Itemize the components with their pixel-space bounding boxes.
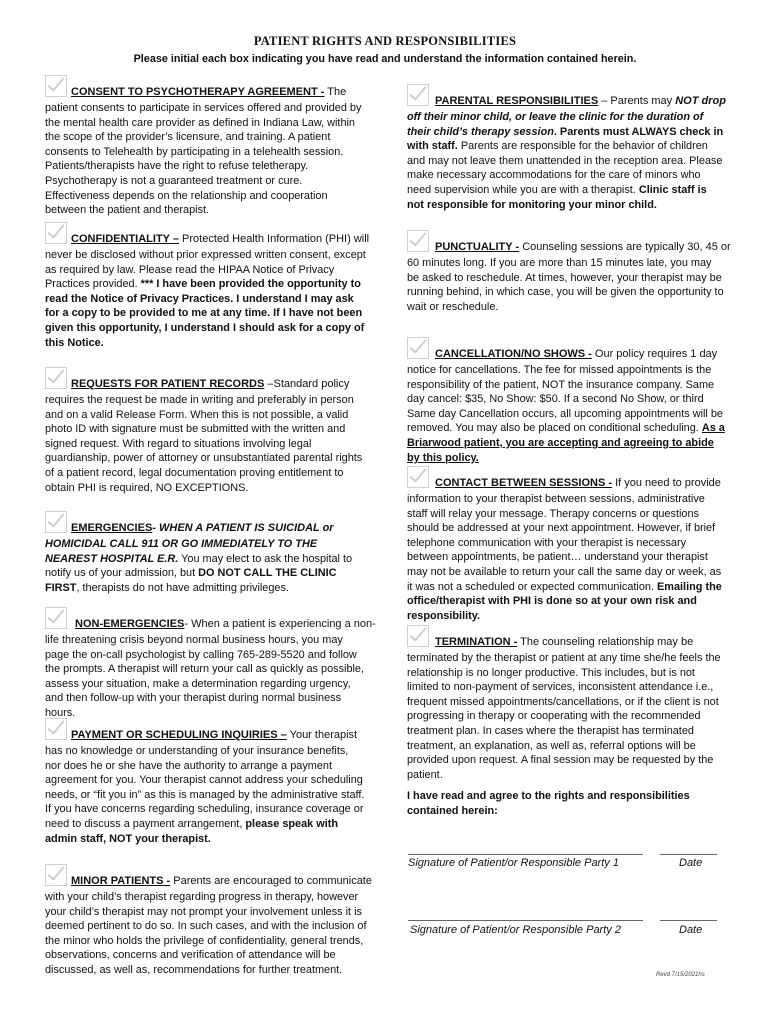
- section-cancellation: [407, 339, 725, 465]
- form-title: PATIENT RIGHTS AND RESPONSIBILITIES: [253, 34, 517, 48]
- initial-checkbox-punctuality[interactable]: [407, 230, 429, 252]
- date-label-2: Date: [679, 924, 703, 936]
- initial-checkbox-nonemergencies[interactable]: [45, 607, 67, 629]
- cancellation-text: notice for cancellations. The fee for missed appointments is the responsibility of the patient, NOT the insurance company. Same day cancel: $35, No Show: $50. If a second No Show, or third Same day Cancellation occurs, all upcoming appointments will be removed. You may also be placed on conditional scheduling.: [407, 364, 723, 435]
- contact-body: [407, 492, 725, 623]
- section-requests: [45, 369, 367, 495]
- confidentiality-body: [45, 248, 367, 350]
- confidentiality-text: never be disclosed without prior expressed written consent, except as required by law. Please read the HIPAA Notice of Privacy Practices provided.: [45, 249, 366, 291]
- nonemergencies-heading: NON-EMERGENCIES: [75, 618, 185, 630]
- cancellation-body: [407, 363, 725, 465]
- initial-checkbox-cancellation[interactable]: [407, 337, 429, 359]
- payment-heading: PAYMENT OR SCHEDULING INQUIRIES –: [71, 729, 287, 741]
- initial-checkbox-contact[interactable]: [407, 466, 429, 488]
- minor-heading: MINOR PATIENTS -: [71, 875, 171, 887]
- parental-heading: PARENTAL RESPONSIBILITIES: [435, 95, 599, 107]
- parental-check-in: . Parents must ALWAYS check in with staff.: [407, 125, 724, 153]
- initial-checkbox-parental[interactable]: [407, 84, 429, 106]
- minor-lead: Parents are encouraged to communicate: [170, 875, 372, 887]
- payment-text: has no knowledge or understanding of your insurance benefits, nor does he or she have the authority to arrange a payment agreement for you. Your therapist cannot address your scheduling needs, or “fit you in” as this is managed by the administrative staff. If you have concerns regarding scheduling, insurance coverage or need to discuss a payment arrangement,: [45, 745, 365, 830]
- section-confidentiality: [45, 224, 370, 350]
- confidentiality-lead: Protected Health Information (PHI) will: [178, 233, 370, 245]
- signature-label-2: Signature of Patient/or Responsible Party 2: [410, 924, 621, 936]
- section-emergencies: [45, 513, 367, 595]
- parental-emph: off their minor child, or leave the clinic for the duration of their child’s therapy session: [407, 111, 704, 138]
- consent-body: patient consents to participate in services offered and provided by the mental health care provider as defined in Indiana Law, within the scope of the provider’s licensure, and training. A patient consents to Telehealth by participating in a telehealth session. Patients/therapists have the right to refuse teletherapy. Psychotherapy is not a guaranteed treatment or cure. Effectiveness depends on the relationship and cooperation between the patient and therapist.: [45, 102, 362, 217]
- minor-body: with your child’s therapist regarding progress in therapy, however your child’s therapist may not prompt your involvement unless it is deemed pertinent to do so. In such cases, and with the inclusion of the minor who holds the privilege of confidentiality, general trends, observations, concerns and verification of attendance will be discussed, as well as, recommendations for further treatment.: [45, 891, 367, 976]
- signature-label-1: Signature of Patient/or Responsible Party 1: [408, 857, 619, 869]
- initial-checkbox-termination[interactable]: [407, 625, 429, 647]
- requests-body: requires the request be made in writing and preferably in person and on a valid Release Form. When this is not possible, a valid photo ID with signature must be submitted with the written and signed request. With regard to situations involving legal guardianship, power of attorney or unsubstantiated parental rights of a patient record, legal documentation proving entitlement to obtain PHI is required, NO EXCEPTIONS.: [45, 394, 363, 494]
- parental-staff-note: Clinic staff is not responsible for monitoring your minor child.: [407, 183, 707, 211]
- termination-body: terminated by the therapist or patient at any time she/he feels the relationship is no longer productive. This includes, but is not limited to non-payment of services, inconsistent attendance i.e., frequent missed appointments/cancellations, or if the client is not progressing in therapy or cooperating with the recommended treatment plan. In cases where the therapist has terminated treatment, an explanation, as well as, referral options will be provided upon request. A final session may be requested by the patient.: [407, 652, 721, 781]
- termination-heading: TERMINATION -: [435, 636, 518, 648]
- consent-heading: CONSENT TO PSYCHOTHERAPY AGREEMENT -: [71, 86, 325, 98]
- cancellation-policy-note: As a Briarwood patient, you are accepting and agreeing to abide by this policy.: [407, 422, 725, 464]
- cancellation-heading: CANCELLATION/NO SHOWS -: [435, 348, 592, 360]
- consent-lead: The: [324, 86, 347, 98]
- date-label-1: Date: [679, 857, 703, 869]
- section-consent: [45, 77, 367, 218]
- requests-heading: REQUESTS FOR PATIENT RECORDS: [71, 378, 265, 390]
- initial-checkbox-confidentiality[interactable]: [45, 222, 67, 244]
- initial-checkbox-requests[interactable]: [45, 367, 67, 389]
- payment-body: [45, 744, 367, 846]
- section-nonemergencies: [45, 609, 376, 721]
- requests-lead: –Standard policy: [264, 378, 350, 390]
- section-minor: [45, 866, 372, 978]
- form-subtitle: Please initial each box indicating you have read and understand the information contained herein.: [133, 53, 637, 65]
- contact-lead: If you need to provide: [612, 477, 721, 489]
- signature-line-2[interactable]: [408, 919, 643, 921]
- form-header: [0, 34, 770, 65]
- contact-heading: CONTACT BETWEEN SESSIONS -: [435, 477, 613, 489]
- initial-checkbox-emergencies[interactable]: [45, 511, 67, 533]
- punctuality-body: 60 minutes long. If you are more than 15 minutes late, you may be asked to reschedule. At times, however, your therapist may be running behind, in which case, you will be given the opportunity to wait or reschedule.: [407, 257, 724, 313]
- revision-note: Revd 7/15/2021hs: [656, 972, 705, 978]
- confidentiality-acknowledgement: *** I have been provided the opportunity to read the Notice of Privacy Practices. I understand I may ask for a copy to be provided to me at any time. If I have not been given this opportunity, I understand I should ask for a copy of this Notice.: [45, 278, 365, 349]
- parental-lead-emph: NOT drop: [675, 95, 726, 107]
- date-line-1[interactable]: [660, 853, 717, 855]
- initial-checkbox-minor[interactable]: [45, 864, 67, 886]
- nonemergencies-lead: - When a patient is experiencing a non-: [184, 618, 376, 630]
- initial-checkbox-consent[interactable]: [45, 75, 67, 97]
- parental-body: [407, 110, 725, 212]
- section-termination: [407, 627, 725, 782]
- termination-lead: The counseling relationship may be: [517, 636, 694, 648]
- emergencies-lead: - WHEN A PATIENT IS SUICIDAL or: [152, 522, 334, 534]
- punctuality-heading: PUNCTUALITY -: [435, 241, 520, 253]
- emergencies-warning: HOMICIDAL CALL 911 OR GO IMMEDIATELY TO THE NEAREST HOSPITAL E.R.: [45, 538, 318, 565]
- section-punctuality: [407, 232, 731, 314]
- parental-text: Parents are responsible for the behavior of children and may not leave them unattended in the reception area. Please make necessary accommodations for the care of minors who need supervision while you are with a therapist.: [407, 140, 723, 196]
- emergencies-heading: EMERGENCIES: [71, 522, 153, 534]
- emergencies-body: [45, 537, 367, 595]
- agreement-statement: I have read and agree to the rights and responsibilities contained herein:: [407, 790, 690, 817]
- contact-text: information to your therapist between sessions, administrative staff will relay your message. Therapy concerns or questions should be addressed at your next appointment. However, if brief telephone communication with your therapist is necessary between appointments, be patient… understand your therapist may not be available to return your call the same day or week, as it was not a scheduled or expected communication.: [407, 493, 722, 593]
- date-line-2[interactable]: [660, 919, 717, 921]
- section-parental: [407, 86, 725, 212]
- signature-line-1[interactable]: [408, 853, 643, 855]
- emergencies-do-not-call: DO NOT CALL THE CLINIC FIRST: [45, 567, 337, 594]
- contact-email-note: Emailing the office/therapist with PHI is done so at your own risk and responsibility.: [407, 580, 722, 622]
- punctuality-lead: Counseling sessions are typically 30, 45 or: [519, 241, 731, 253]
- initial-checkbox-payment[interactable]: [45, 718, 67, 740]
- parental-lead: – Parents may: [598, 95, 676, 107]
- emergencies-text: You may elect to ask the hospital to notify us of your admission, but: [45, 552, 353, 580]
- emergencies-text-end: , therapists do not have admitting privileges.: [76, 581, 289, 594]
- payment-admin-note: please speak with admin staff, NOT your therapist.: [45, 817, 339, 845]
- section-payment: [45, 720, 367, 846]
- section-contact: [407, 468, 725, 623]
- confidentiality-heading: CONFIDENTIALITY –: [71, 233, 179, 245]
- nonemergencies-body: life threatening crisis beyond normal business hours, you may page the on-call psychologist by calling 765-289-5520 and follow the prompts. A therapist will return your call as quickly as possible, assess your situation, make a determination regarding urgency, and then follow-up with your therapist during normal business hours.: [45, 634, 364, 719]
- payment-lead: Your therapist: [286, 729, 358, 741]
- cancellation-lead: Our policy requires 1 day: [591, 348, 718, 360]
